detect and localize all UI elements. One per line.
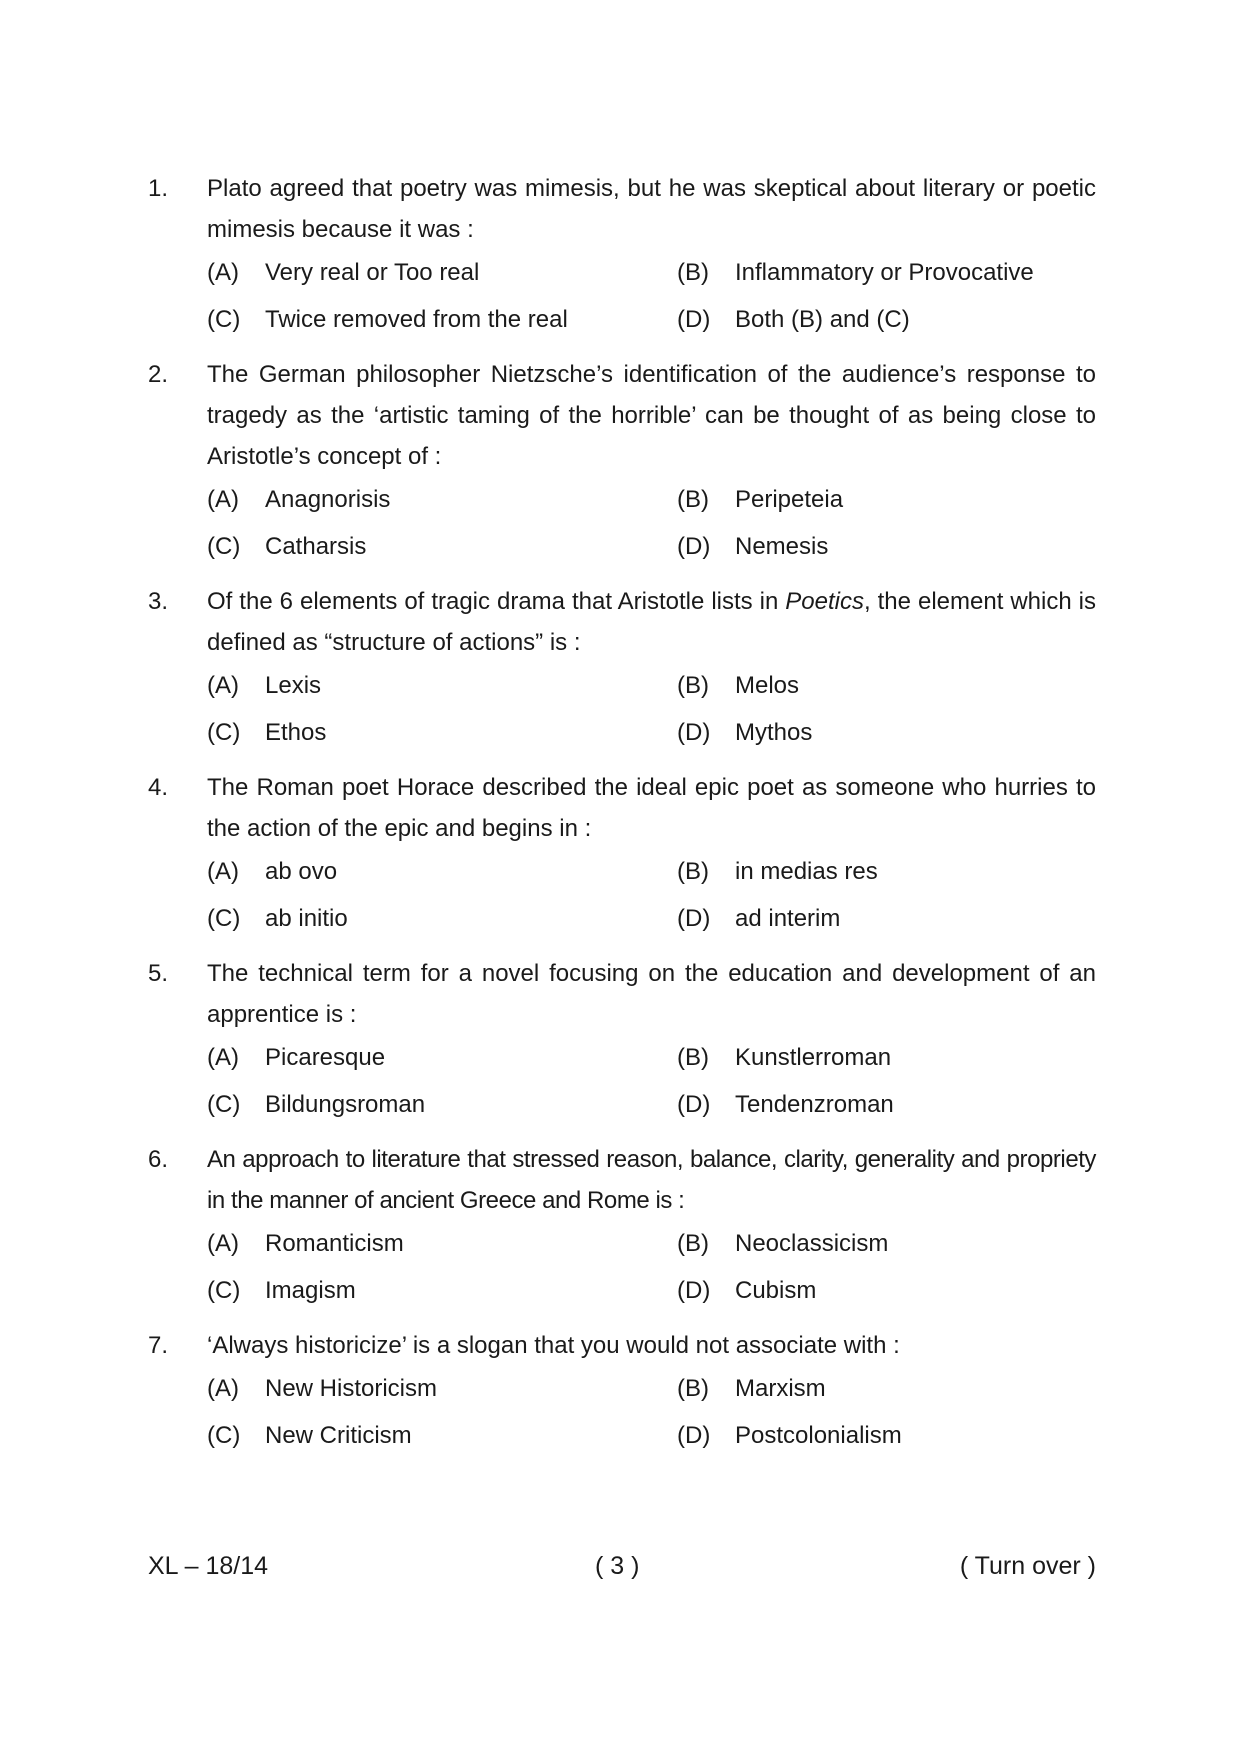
question-7: [148, 1325, 1096, 1456]
option-text: Neoclassicism: [735, 1230, 889, 1257]
option-d: [677, 898, 1096, 939]
option-letter: (C): [207, 719, 241, 746]
question-number: 1.: [148, 175, 169, 202]
option-text: Imagism: [265, 1277, 356, 1304]
option-text: Nemesis: [735, 533, 829, 560]
option-letter: (D): [677, 1277, 711, 1304]
option-text: Romanticism: [265, 1230, 404, 1257]
options-grid: [207, 851, 1096, 939]
option-letter: (A): [207, 858, 239, 885]
option-text: Anagnorisis: [265, 486, 391, 513]
option-b: [677, 665, 1096, 706]
question-text: The technical term for a novel focusing on the education and development of an apprentice is :: [207, 960, 1096, 1028]
question-number: 4.: [148, 774, 169, 801]
option-letter: (B): [677, 1230, 709, 1257]
question-text: [207, 581, 1096, 663]
option-b: [677, 1037, 1096, 1078]
option-letter: (C): [207, 1422, 241, 1449]
option-a: [207, 665, 677, 706]
option-b: [677, 1368, 1096, 1409]
option-letter: (A): [207, 259, 239, 286]
options-grid: [207, 1037, 1096, 1125]
option-letter: (D): [677, 1422, 711, 1449]
question-text: ‘Always historicize’ is a slogan that you would not associate with :: [207, 1332, 900, 1359]
option-text: Kunstlerroman: [735, 1044, 892, 1071]
paper-code: XL – 18/14: [148, 1552, 269, 1580]
option-text: Bildungsroman: [265, 1091, 426, 1118]
option-c: [207, 526, 677, 567]
options-grid: [207, 479, 1096, 567]
option-c: [207, 299, 677, 340]
option-a: [207, 1223, 677, 1264]
question-1: [148, 168, 1096, 340]
option-letter: (B): [677, 1044, 709, 1071]
question-text-part: , the element which is defined as “structure of actions” is :: [207, 588, 1097, 656]
option-b: [677, 252, 1096, 293]
question-text: The Roman poet Horace described the ideal epic poet as someone who hurries to the action of the epic and begins in :: [207, 774, 1096, 842]
option-text: Very real or Too real: [265, 259, 480, 286]
option-a: [207, 479, 677, 520]
option-b: [677, 479, 1096, 520]
option-letter: (A): [207, 1044, 239, 1071]
question-number: 6.: [148, 1146, 169, 1173]
option-text: ad interim: [735, 905, 841, 932]
option-letter: (D): [677, 719, 711, 746]
option-text: Twice removed from the real: [265, 306, 568, 333]
option-c: [207, 1084, 677, 1125]
question-number: 3.: [148, 588, 169, 615]
option-letter: (B): [677, 858, 709, 885]
page-footer: [148, 1546, 1096, 1586]
option-text: New Historicism: [265, 1375, 438, 1402]
option-a: [207, 851, 677, 892]
option-b: [677, 1223, 1096, 1264]
question-text: Plato agreed that poetry was mimesis, but he was skeptical about literary or poetic mimesis because it was :: [207, 175, 1096, 243]
option-b: [677, 851, 1096, 892]
option-text: Peripeteia: [735, 486, 844, 513]
option-letter: (C): [207, 1091, 241, 1118]
option-letter: (D): [677, 1091, 711, 1118]
option-letter: (A): [207, 1230, 239, 1257]
option-d: [677, 526, 1096, 567]
option-letter: (A): [207, 486, 239, 513]
question-text: The German philosopher Nietzsche’s identification of the audience’s response to tragedy as the ‘artistic taming of the horrible’ can be thought of as being close to Aristotle’s concept of :: [207, 361, 1096, 470]
option-letter: (D): [677, 533, 711, 560]
question-number: 7.: [148, 1332, 169, 1359]
question-text-part: Of the 6 elements of tragic drama that Aristotle lists in: [207, 588, 786, 615]
option-c: [207, 1270, 677, 1311]
option-letter: (A): [207, 672, 239, 699]
question-number: 5.: [148, 960, 169, 987]
option-text: Mythos: [735, 719, 813, 746]
question-6: [148, 1139, 1096, 1311]
option-d: [677, 712, 1096, 753]
option-c: [207, 1415, 677, 1456]
work-title: Poetics: [785, 588, 864, 615]
options-grid: [207, 1223, 1096, 1311]
option-d: [677, 1084, 1096, 1125]
turn-over-note: ( Turn over ): [959, 1552, 1096, 1580]
options-grid: [207, 1368, 1096, 1456]
option-text: Picaresque: [265, 1044, 386, 1071]
question-sheet: [148, 168, 1096, 1470]
option-a: [207, 1037, 677, 1078]
option-d: [677, 299, 1096, 340]
option-text: Melos: [735, 672, 800, 699]
option-letter: (C): [207, 306, 241, 333]
question-text: An approach to literature that stressed reason, balance, clarity, generality and propriety in the manner of ancient Greece and Rome is :: [207, 1146, 1096, 1214]
option-letter: (D): [677, 306, 711, 333]
question-4: [148, 767, 1096, 939]
options-grid: [207, 252, 1096, 340]
option-letter: (C): [207, 1277, 241, 1304]
question-5: [148, 953, 1096, 1125]
option-d: [677, 1415, 1096, 1456]
option-c: [207, 712, 677, 753]
option-text: Lexis: [265, 672, 322, 699]
option-text: Tendenzroman: [735, 1091, 894, 1118]
question-number: 2.: [148, 361, 169, 388]
option-letter: (D): [677, 905, 711, 932]
option-text: in medias res: [735, 858, 878, 885]
option-text: Postcolonialism: [735, 1422, 902, 1449]
option-text: Catharsis: [265, 533, 367, 560]
option-letter: (A): [207, 1375, 239, 1402]
option-d: [677, 1270, 1096, 1311]
option-letter: (B): [677, 1375, 709, 1402]
option-text: Cubism: [735, 1277, 817, 1304]
question-3: [148, 581, 1096, 753]
option-a: [207, 252, 677, 293]
option-letter: (C): [207, 533, 241, 560]
option-letter: (B): [677, 486, 709, 513]
page-number: ( 3 ): [595, 1552, 640, 1580]
option-text: Both (B) and (C): [735, 306, 910, 333]
option-text: ab ovo: [265, 858, 338, 885]
question-2: [148, 354, 1096, 567]
option-letter: (B): [677, 672, 709, 699]
option-a: [207, 1368, 677, 1409]
option-text: New Criticism: [265, 1422, 412, 1449]
option-text: Ethos: [265, 719, 327, 746]
option-text: Inflammatory or Provocative: [735, 259, 1034, 286]
option-text: ab initio: [265, 905, 348, 932]
option-letter: (B): [677, 259, 709, 286]
option-c: [207, 898, 677, 939]
option-letter: (C): [207, 905, 241, 932]
option-text: Marxism: [735, 1375, 826, 1402]
options-grid: [207, 665, 1096, 753]
